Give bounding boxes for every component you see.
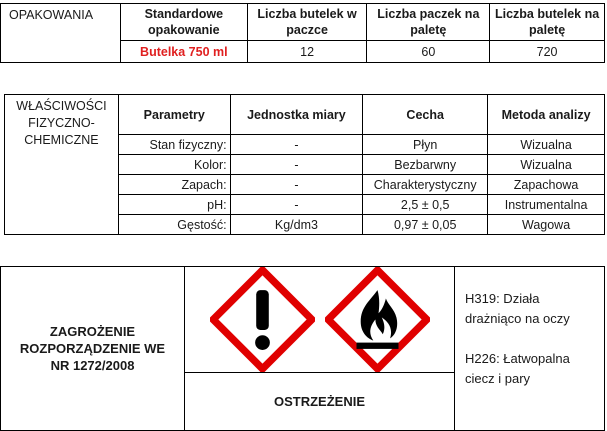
packaging-table — [0, 3, 605, 63]
header-unit: Jednostka miary — [230, 95, 363, 135]
properties-section-label: WŁAŚCIWOŚCI FIZYCZNO-CHEMICZNE — [5, 95, 119, 235]
unit-cell: - — [230, 195, 363, 215]
bottles-per-pallet-value: 720 — [490, 41, 605, 63]
feature-cell: Charakterystyczny — [363, 175, 488, 195]
hazard-statements — [455, 267, 605, 431]
header-parameters: Parametry — [118, 95, 230, 135]
hazard-statement-h226: H226: Łatwopalna ciecz i pary — [465, 351, 570, 386]
feature-cell: 0,97 ± 0,05 — [363, 215, 488, 235]
param-cell: pH: — [118, 195, 230, 215]
unit-cell: Kg/dm3 — [230, 215, 363, 235]
feature-cell: 2,5 ± 0,5 — [363, 195, 488, 215]
feature-cell: Płyn — [363, 135, 488, 155]
bottles-per-pack-value: 12 — [247, 41, 367, 63]
unit-cell: - — [230, 135, 363, 155]
packaging-section-label: OPAKOWANIA — [1, 4, 121, 63]
hazard-statement-h319: H319: Działa drażniąco na oczy — [465, 291, 570, 326]
unit-cell: - — [230, 155, 363, 175]
hazard-label-line2: ROZPORZĄDZENIE WE — [19, 341, 166, 356]
param-cell: Kolor: — [118, 155, 230, 175]
header-packs-per-pallet: Liczba paczek na paletę — [367, 4, 490, 41]
param-cell: Stan fizyczny: — [118, 135, 230, 155]
method-cell: Instrumentalna — [488, 195, 605, 215]
param-cell: Gęstość: — [118, 215, 230, 235]
hazard-label-line1: ZAGROŻENIE — [49, 324, 136, 339]
hazard-label-line3: NR 1272/2008 — [50, 358, 135, 373]
flame-icon — [325, 267, 430, 372]
product-name: Butelka 750 ml — [120, 41, 247, 63]
header-bottles-per-pack: Liczba butelek w paczce — [247, 4, 367, 41]
feature-cell: Bezbarwny — [363, 155, 488, 175]
method-cell: Zapachowa — [488, 175, 605, 195]
properties-table — [4, 94, 605, 235]
signal-word: OSTRZEŻENIE — [185, 373, 455, 431]
packs-per-pallet-value: 60 — [367, 41, 490, 63]
method-cell: Wagowa — [488, 215, 605, 235]
header-method: Metoda analizy — [488, 95, 605, 135]
unit-cell: - — [230, 175, 363, 195]
method-cell: Wizualna — [488, 135, 605, 155]
header-standard-package: Standardowe opakowanie — [120, 4, 247, 41]
method-cell: Wizualna — [488, 155, 605, 175]
header-bottles-per-pallet: Liczba butelek na paletę — [490, 4, 605, 41]
hazard-label — [1, 267, 185, 431]
pictogram-cell — [185, 267, 455, 373]
hazard-table — [0, 266, 605, 431]
header-feature: Cecha — [363, 95, 488, 135]
exclamation-mark-icon — [210, 267, 315, 372]
param-cell: Zapach: — [118, 175, 230, 195]
